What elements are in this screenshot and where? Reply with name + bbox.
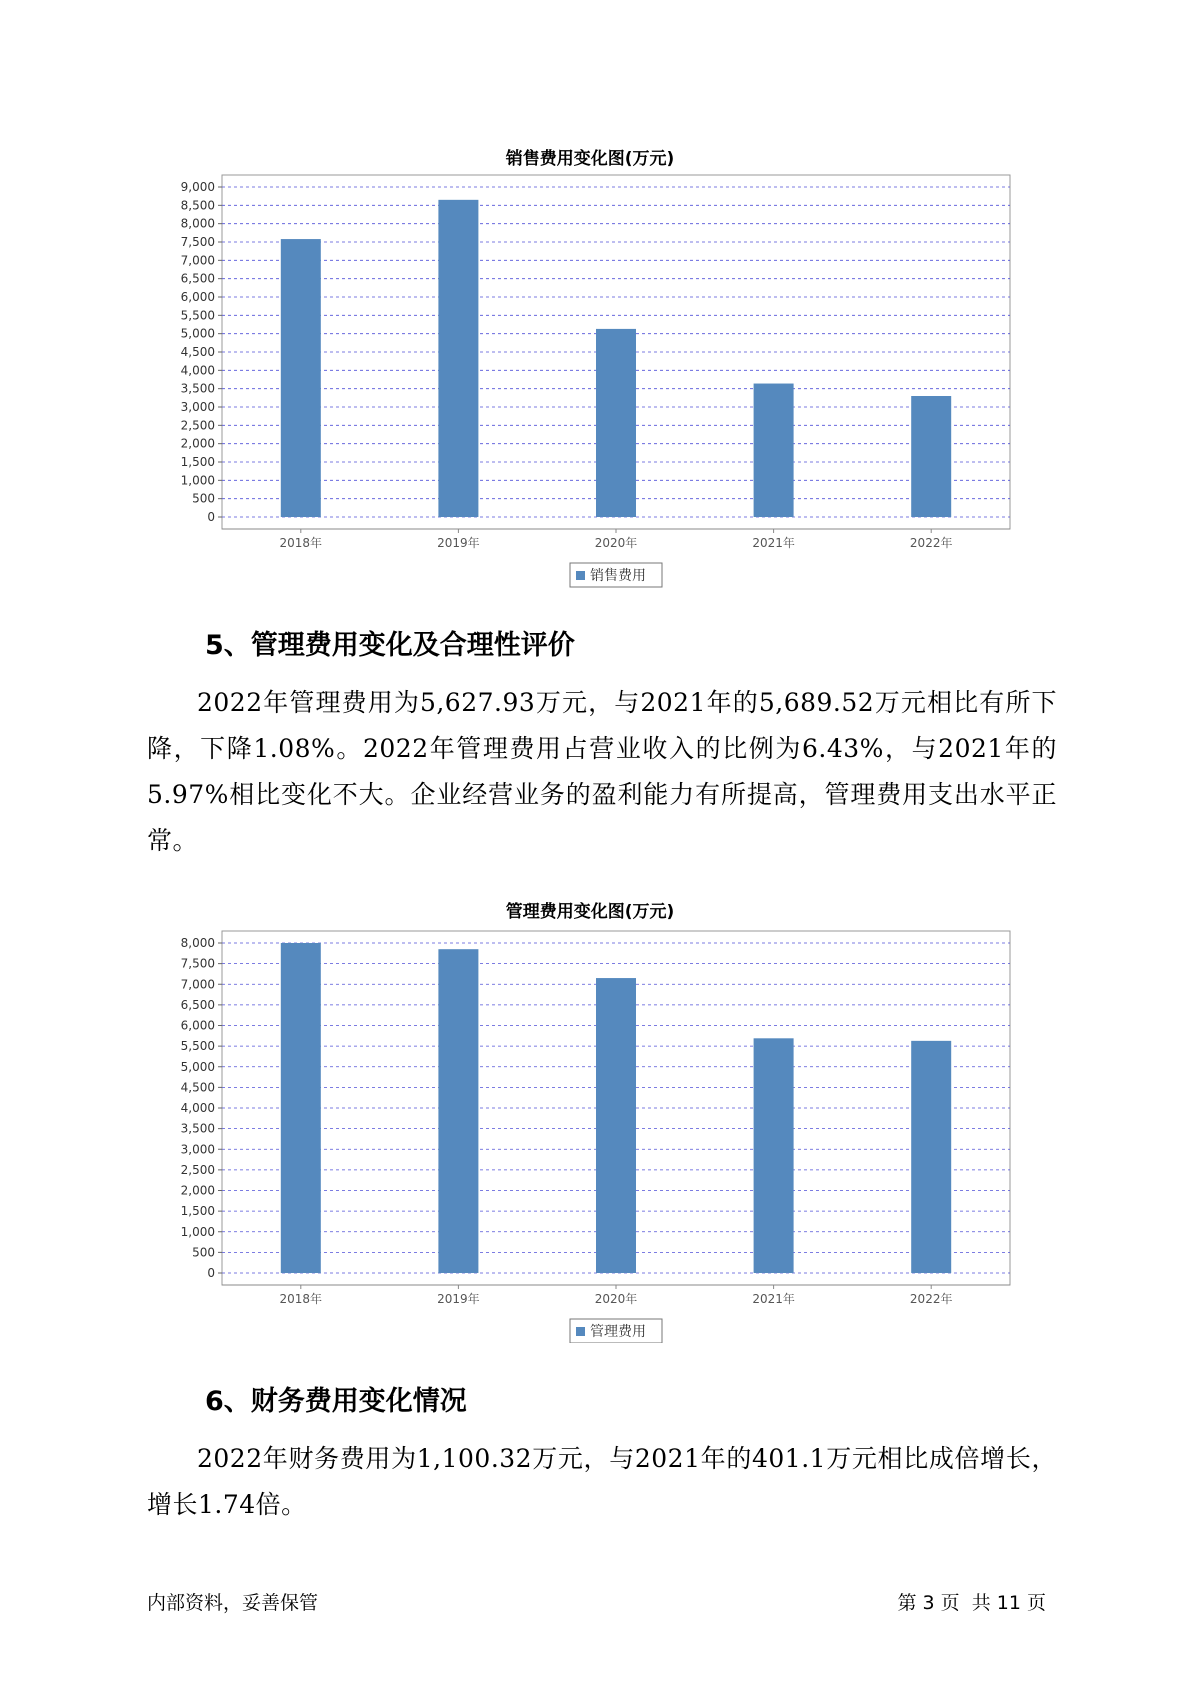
y-tick-label: 4,000 [180, 1101, 215, 1115]
legend-label: 管理费用 [590, 1324, 646, 1340]
y-tick-label: 1,500 [180, 455, 215, 469]
section-5-heading: 5、管理费用变化及合理性评价 [205, 630, 575, 661]
y-tick-label: 6,500 [180, 271, 215, 286]
y-tick-label: 8,000 [180, 936, 215, 950]
y-tick-label: 5,000 [180, 1059, 215, 1074]
y-tick-label: 2,000 [180, 1183, 215, 1198]
section-6-heading: 6、财务费用变化情况 [205, 1386, 467, 1417]
y-tick-label: 4,000 [180, 363, 215, 378]
x-tick-label: 2018年 [279, 1292, 323, 1306]
y-tick-label: 3,000 [180, 400, 215, 414]
bar [911, 1041, 951, 1273]
y-tick-label: 1,000 [180, 1224, 215, 1239]
y-tick-label: 3,500 [180, 1121, 215, 1136]
y-tick-label: 8,000 [180, 216, 215, 231]
bar [438, 949, 478, 1273]
legend-swatch [576, 571, 585, 580]
section-5-paragraph [147, 680, 1057, 864]
footer-left: 内部资料，妥善保管 [147, 1592, 319, 1614]
y-tick-label: 2,000 [180, 436, 215, 451]
bar [911, 396, 951, 517]
section-6-text: 2022年财务费用为1,100.32万元，与2021年的401.1万元相比成倍增长，增长1.74倍。 [147, 1444, 1057, 1519]
bar [754, 384, 794, 517]
section-6-paragraph [147, 1436, 1057, 1528]
sales-expense-chart [140, 140, 1040, 590]
y-tick-label: 500 [192, 1245, 215, 1260]
x-tick-label: 2019年 [437, 1292, 480, 1306]
bar [596, 329, 636, 517]
x-tick-label: 2021年 [752, 1292, 795, 1306]
sales-expense-chart-svg [140, 140, 1040, 590]
chart-title: 管理费用变化图(万元) [505, 902, 675, 922]
y-tick-label: 3,000 [180, 1142, 215, 1157]
y-tick-label: 0 [207, 1266, 215, 1280]
x-tick-label: 2019年 [437, 536, 480, 550]
y-tick-label: 4,500 [180, 1080, 215, 1095]
x-tick-label: 2021年 [752, 536, 795, 550]
chart-title: 销售费用变化图(万元) [505, 149, 675, 169]
y-tick-label: 4,500 [180, 345, 215, 359]
legend-label: 销售费用 [590, 568, 646, 584]
y-tick-label: 0 [207, 510, 215, 524]
bar [754, 1038, 794, 1273]
bar [596, 978, 636, 1273]
x-tick-label: 2018年 [279, 536, 323, 550]
bar [281, 943, 321, 1273]
admin-expense-chart-svg [140, 893, 1040, 1343]
legend-swatch [576, 1327, 585, 1336]
bar [438, 200, 478, 517]
y-tick-label: 7,000 [180, 977, 215, 992]
x-tick-label: 2022年 [909, 1292, 953, 1306]
admin-expense-chart [140, 893, 1040, 1343]
y-tick-label: 6,000 [180, 290, 215, 304]
y-tick-label: 9,000 [180, 180, 215, 194]
y-tick-label: 2,500 [180, 418, 215, 433]
x-tick-label: 2020年 [594, 536, 638, 550]
y-tick-label: 7,000 [180, 253, 215, 268]
y-tick-label: 5,500 [180, 1039, 215, 1054]
y-tick-label: 7,500 [180, 235, 215, 249]
y-tick-label: 5,000 [180, 326, 215, 341]
y-tick-label: 8,500 [180, 198, 215, 213]
y-tick-label: 6,500 [180, 997, 215, 1012]
y-tick-label: 1,500 [180, 1204, 215, 1219]
y-tick-label: 6,000 [180, 1018, 215, 1033]
x-tick-label: 2022年 [909, 536, 953, 550]
y-tick-label: 3,500 [180, 381, 215, 396]
y-tick-label: 5,500 [180, 308, 215, 323]
x-tick-label: 2020年 [594, 1292, 638, 1306]
y-tick-label: 500 [192, 491, 215, 506]
footer-right: 第 3 页 共 11 页 [897, 1592, 1046, 1614]
section-5-text: 2022年管理费用为5,627.93万元，与2021年的5,689.52万元相比有所下降，下降1.08%。2022年管理费用占营业收入的比例为6.43%，与2021年的5.97%相比变化不大。企业经营业务的盈利能力有所提高，管理费用支出水平正常。 [147, 688, 1057, 855]
bar [281, 239, 321, 517]
y-tick-label: 1,000 [180, 473, 215, 488]
y-tick-label: 2,500 [180, 1162, 215, 1177]
y-tick-label: 7,500 [180, 956, 215, 971]
